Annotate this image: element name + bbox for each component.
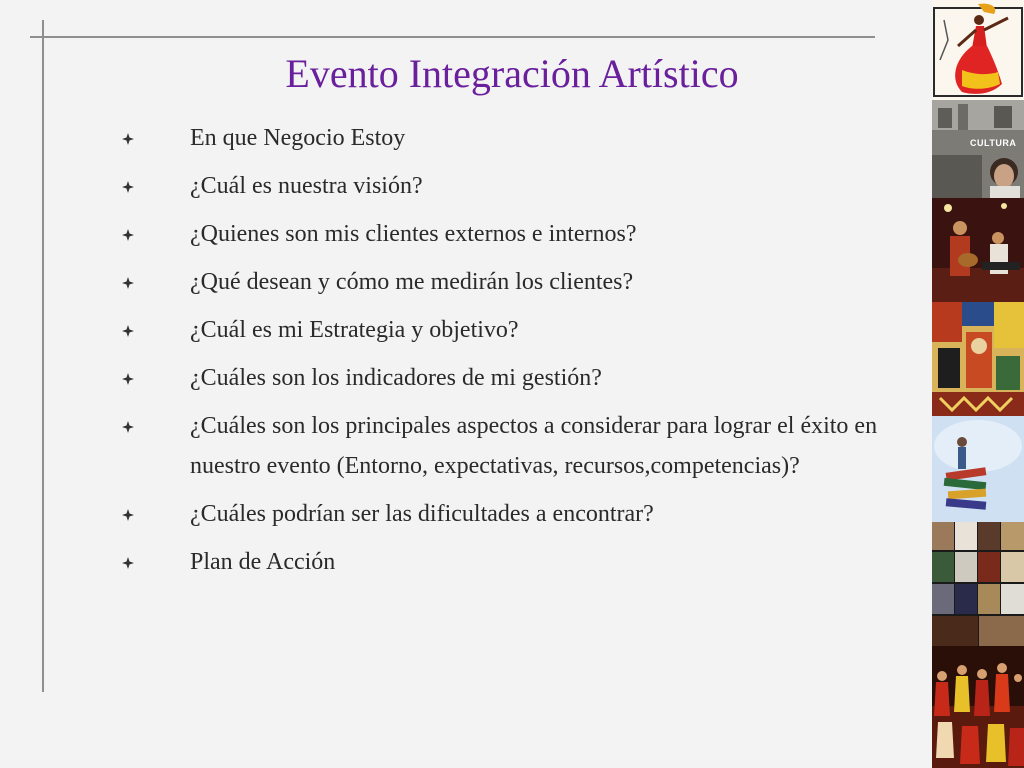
- slide-title: Evento Integración Artístico: [285, 51, 739, 96]
- bullet-item: [120, 358, 895, 398]
- bullet-text: ¿Cuáles podrían ser las dificultades a encontrar?: [190, 501, 654, 527]
- bullet-text: ¿Cuál es nuestra visión?: [190, 173, 423, 199]
- bullet-text: En que Negocio Estoy: [190, 125, 406, 151]
- bullet-text: ¿Quienes son mis clientes externos e internos?: [190, 221, 637, 247]
- dancers-photo: [932, 646, 1024, 768]
- bullet-item: [120, 542, 895, 582]
- bullet-item: [120, 118, 895, 158]
- bullet-text: ¿Cuáles son los indicadores de mi gestión?: [190, 365, 602, 391]
- diamond-bullet-icon: [122, 373, 134, 385]
- diamond-bullet-icon: [122, 133, 134, 145]
- books-figure-image: [932, 416, 1024, 522]
- bullet-list: [120, 118, 895, 590]
- musicians-photo: [932, 198, 1024, 302]
- cultura-label: CULTURA: [970, 138, 1017, 148]
- bullet-item: [120, 166, 895, 206]
- diamond-bullet-icon: [122, 181, 134, 193]
- diamond-bullet-icon: [122, 277, 134, 289]
- mural-painting: [932, 302, 1024, 416]
- bullet-text: Plan de Acción: [190, 549, 336, 575]
- bullet-item: [120, 214, 895, 254]
- top-rule: [30, 36, 875, 38]
- left-rule: [42, 20, 44, 692]
- bullet-item: [120, 262, 895, 302]
- diamond-bullet-icon: [122, 325, 134, 337]
- bullet-text: ¿Cuál es mi Estrategia y objetivo?: [190, 317, 519, 343]
- bullet-item: [120, 406, 895, 486]
- diamond-bullet-icon: [122, 229, 134, 241]
- bullet-item: [120, 310, 895, 350]
- city-scene-icon: [932, 100, 1024, 198]
- diamond-bullet-icon: [122, 421, 134, 433]
- diamond-bullet-icon: [122, 509, 134, 521]
- bullet-text: ¿Cuáles son los principales aspectos a considerar para lograr el éxito en nuestro evento (Entorno, expectativas, recursos,competencias)?: [190, 413, 878, 479]
- cultura-photo: [932, 100, 1024, 198]
- photo-strip: [932, 0, 1024, 768]
- diamond-bullet-icon: [122, 557, 134, 569]
- bullet-item: [120, 494, 895, 534]
- dancer-illustration: [932, 0, 1024, 100]
- bullet-text: ¿Qué desean y cómo me medirán los clientes?: [190, 269, 634, 295]
- photo-grid: [932, 522, 1024, 646]
